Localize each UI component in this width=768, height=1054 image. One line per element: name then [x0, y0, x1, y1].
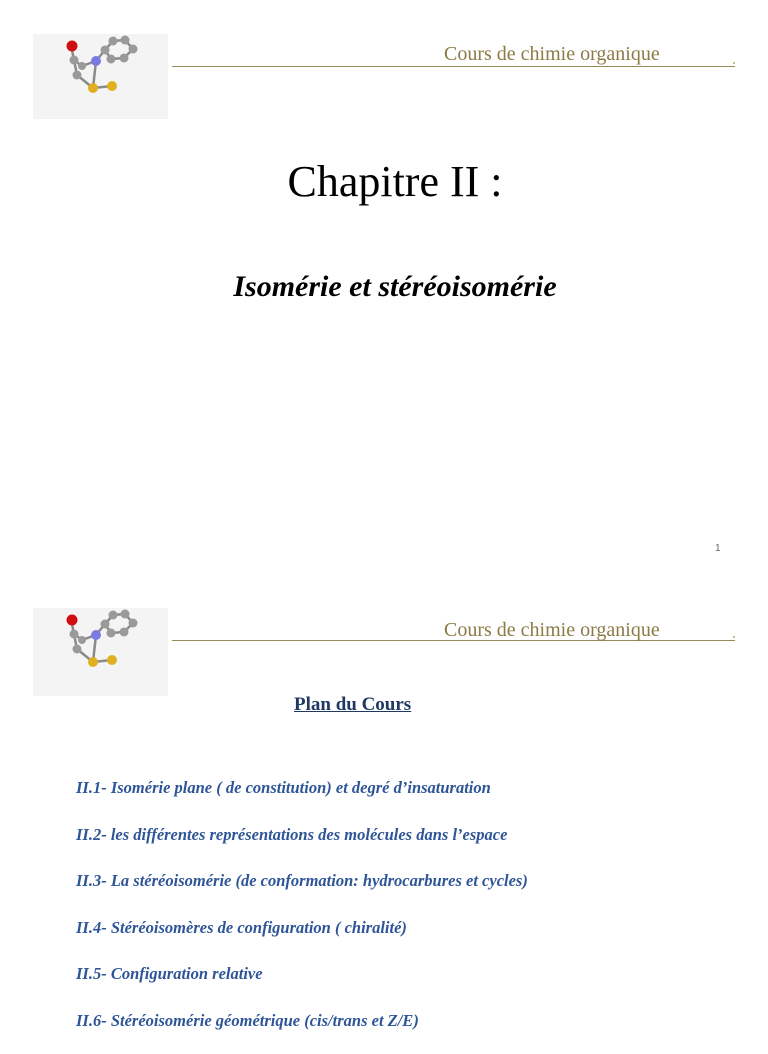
- slide-2: [0, 575, 768, 1024]
- course-title: Cours de chimie organique: [444, 43, 660, 66]
- plan-item-6: II.6- Stéréoisomérie géométrique (cis/trans et Z/E): [76, 1008, 528, 1054]
- plan-item-3: II.3- La stéréoisomérie (de conformation: hydrocarbures et cycles): [76, 868, 528, 915]
- plan-item-1: II.1- Isomérie plane ( de constitution) et degré d’insaturation: [76, 775, 528, 822]
- header-divider-end: [733, 62, 735, 64]
- plan-item-4: II.4- Stéréoisomères de configuration ( chiralité): [76, 915, 528, 962]
- header-divider-end: [733, 636, 735, 638]
- plan-item-2: II.2- les différentes représentations des molécules dans l’espace: [76, 822, 528, 869]
- chapter-subtitle: Isomérie et stéréoisomérie: [0, 270, 768, 304]
- molecule-logo-icon: [33, 608, 168, 696]
- header-divider: [172, 66, 735, 67]
- plan-item-5: II.5- Configuration relative: [76, 961, 528, 1008]
- page-number: 1: [715, 543, 721, 554]
- course-title: Cours de chimie organique: [444, 619, 660, 642]
- molecule-logo-icon: [33, 34, 168, 119]
- chapter-title: Chapitre II :: [0, 156, 768, 207]
- plan-title: Plan du Cours: [294, 694, 411, 716]
- plan-list: [76, 775, 528, 1054]
